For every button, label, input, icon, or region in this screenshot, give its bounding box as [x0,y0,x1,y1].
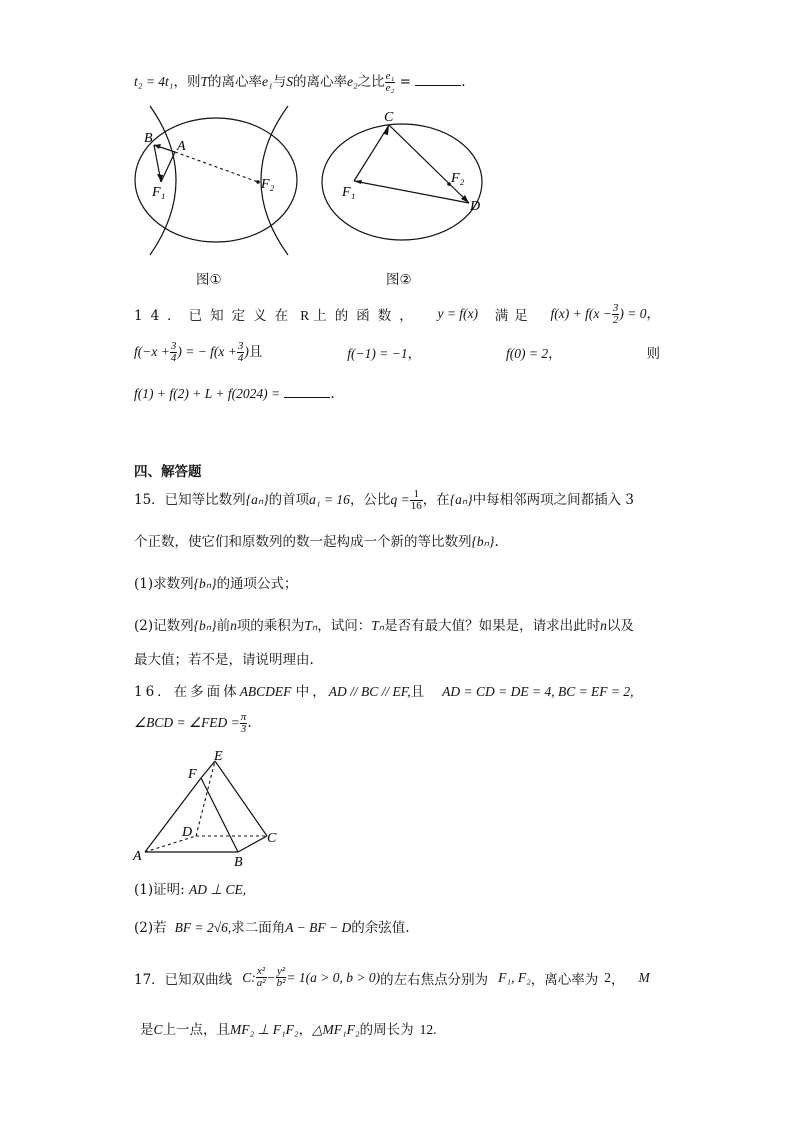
e-ratio-fraction: $\frac{\text{e₁}}{\text{e₂}}$ [385,70,395,94]
q14-line-1 [134,302,660,326]
figure-polyhedron [130,748,280,873]
fig1-label-F1: F₁ [152,185,166,200]
seq-a: {aₙ} [245,492,269,507]
first-term: a₁ = 16 [309,492,350,507]
eccentricity-value: 2 [604,969,612,985]
poly-label-A: A [133,849,142,864]
poly-label-F: F [188,767,197,782]
x-fraction: $\frac{\text{x²}}{\text{a²}}$ [256,965,266,989]
fig1-label-A: A [177,139,186,154]
q14-text: 满足 [494,308,534,325]
fig1-label-F2: F₂ [261,177,275,192]
q15-part-1: (1)求数列{bₙ}的通项公式； [134,576,298,592]
parallel-condition: AD // BC // EF, [328,684,411,699]
length-condition: AD = CD = DE = 4, BC = EF = 2, [442,684,634,699]
q13-text: 的离心率 [208,74,263,90]
q13-text: 之比 [357,74,385,90]
fig2-label-C: C [384,110,394,125]
perp-condition: MF₂ ⊥ F₁F₂ [230,1022,299,1037]
q14-R: R [300,308,310,324]
q14-text: 14．已知定义在 [134,308,297,325]
hyperbola-name: C: [242,969,256,985]
dihedral-angle: A − BF − D [285,920,352,935]
q13-text: 的离心率 [292,74,347,90]
fig2-label-F2: F₂ [451,171,465,186]
poly-label-E: E [214,749,223,764]
q16-part-2: (2)若 BF = 2√6,求二面角A − BF − D的余弦值. [134,920,410,936]
q15-part-2: (2)记数列{bₙ}前n项的乘积为Tₙ，试问：Tₙ是否有最大值？如果是，请求出此时n以及 [134,618,634,634]
fig2-label-D: D [470,199,481,214]
q14-f-neg1: f(−1) = −1， [347,346,422,362]
q14-condition-2: f(−x + $\frac{3}{4}$ ) = − f(x + $\frac{3}{4}$ )且 [134,340,263,365]
q17-line-1: 17．已知双曲线 C: $\frac{\text{x²}}{\text{a²}}$ − $\frac{\text{y²}}{\text{b²}}$ = 1(a > 0, b > 0) 的左右焦点分别为 F₁, F₂ ，离心率为 2 ， M [134,965,650,989]
triangle-name: △MF₁F₂ [312,1022,360,1037]
t-relation: t₂ = 4t₁ [134,74,174,89]
q13-text: ，则 [173,74,201,90]
q16-line-1: 16．在多面体ABCDEF 中，AD // BC // EF,且 AD = CD = DE = 4, BC = EF = 2, [134,684,634,700]
perp-claim: AD ⊥ CE, [188,882,247,897]
poly-label-D: D [182,825,193,840]
figure-1-ellipse-hyperbola [130,100,305,265]
angle-condition: ∠BCD = ∠FED = [134,715,240,730]
y-fraction: $\frac{\text{y²}}{\text{b²}}$ [276,965,286,989]
q14-then: 则 [646,346,660,363]
q13-S: S [286,74,293,89]
bf-length: BF = 2√6, [174,920,232,935]
q14-line-2 [134,340,660,364]
q14-sum-expression: f(1) + f(2) + L + f(2024) = [134,386,281,401]
figure-1-caption: 图① [196,272,222,288]
answer-blank[interactable] [415,73,461,86]
q14-y-fx: y = f(x) [437,306,479,322]
section-heading: 四、解答题 [134,464,202,480]
seq-b: {bₙ} [471,534,495,549]
q15-line-2: 个正数，使它们和原数列的数一起构成一个新的等比数列{bₙ}. [134,534,499,550]
point-M: M [638,969,650,985]
poly-label-B: B [234,855,243,870]
q14-line-3: f(1) + f(2) + L + f(2024) = . [134,386,335,402]
equals-sign: = [399,74,411,90]
figure-2-caption: 图② [386,272,412,288]
q16-part-1: (1)证明: AD ⊥ CE, [134,882,247,898]
foci: F₁, F₂ [498,969,531,985]
hyperbola-eq: = 1(a > 0, b > 0) [286,969,381,985]
q13-text: 与 [272,74,287,90]
fig1-label-B: B [144,131,153,146]
q15-part-2-cont: 最大值；若不是，请说明理由. [134,652,314,668]
polyhedron-name: ABCDEF [239,684,292,699]
poly-label-C: C [267,831,277,846]
q13-T: T [200,74,209,89]
q14-condition-1: f(x) + f(x − $\frac{3}{2}$ ) = 0， [550,302,660,327]
perimeter-value: 12. [419,1022,437,1037]
q16-line-2: ∠BCD = ∠FED = $\frac{\pi}{3}$ . [134,711,252,735]
q17-line-2: 是C上一点，且MF₂ ⊥ F₁F₂，△MF₁F₂的周长为 12. [140,1022,437,1038]
q15-line-1: 15．已知等比数列{aₙ}的首项a₁ = 16，公比q = $\frac{1}{16}$ ，在{aₙ}中每相邻两项之间都插入 3 [134,488,635,512]
q13-e2: e₂ [346,74,358,89]
q14-f-0: f(0) = 2， [506,346,562,362]
q14-text: 上的函数， [313,308,421,325]
answer-blank[interactable] [284,385,330,398]
fig2-label-F1: F₁ [342,185,356,200]
q13-tail-line: t₂ = 4t₁，则T的离心率e₁与S的离心率e₂之比 $\frac{\text{e₁}}{\text{e₂}}$ = . [134,70,466,94]
figure-2-ellipse [318,104,493,249]
q13-e1: e₁ [262,74,273,89]
ratio-q: q = [390,492,410,507]
